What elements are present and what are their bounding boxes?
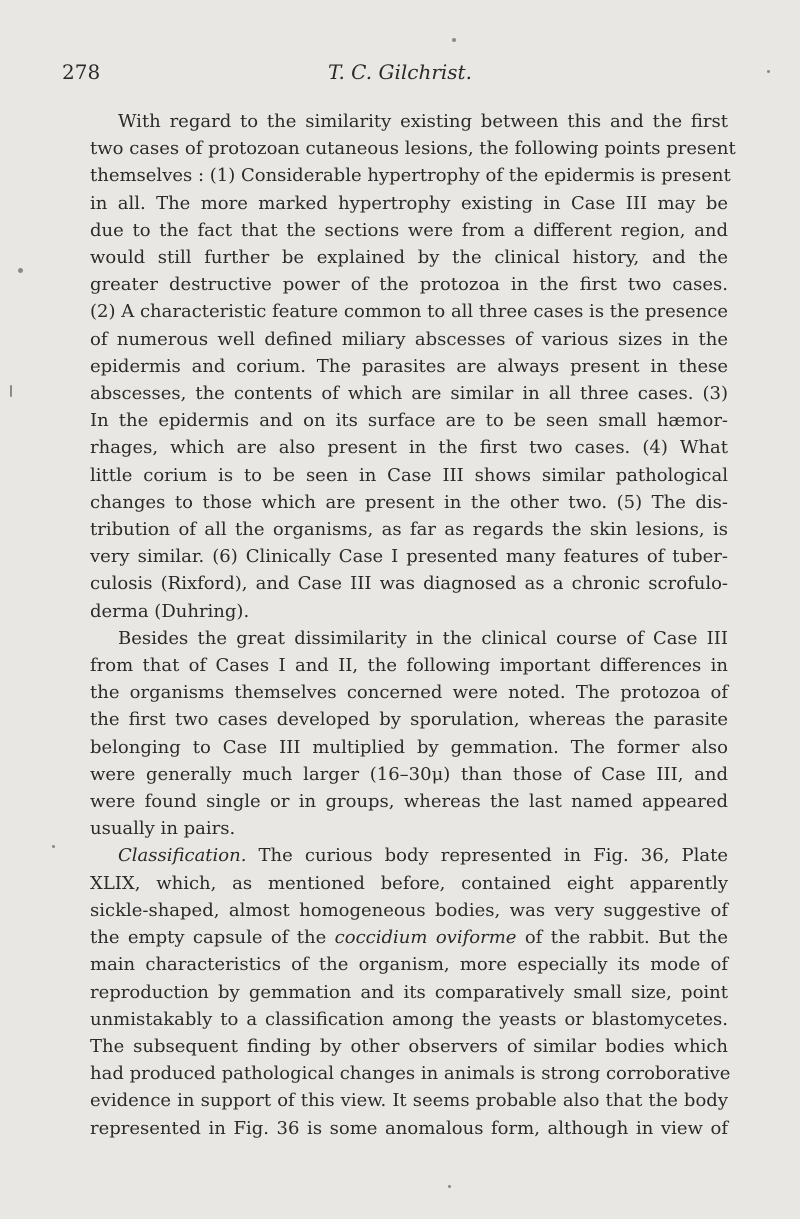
text-line: reproduction by gemmation and its comparatively small size, point [90,981,728,1003]
text-line: Classification. The curious body represented in Fig. 36, Plate [118,845,728,867]
scan-speck [452,38,456,42]
text-line: of numerous well defined miliary abscesses of various sizes in the [90,328,728,350]
text-line: (2) A characteristic feature common to all three cases is the presence [90,301,728,323]
text-line: tribution of all the organisms, as far as regards the skin lesions, is [90,519,728,541]
text-line: abscesses, the contents of which are similar in all three cases. (3) [90,383,728,405]
text-line: two cases of protozoan cutaneous lesions, the following points present [90,138,736,160]
text-line: epidermis and corium. The parasites are always present in these [90,355,728,377]
scan-speck [10,385,12,397]
text-line: due to the fact that the sections were from a different region, and [90,219,728,241]
text-line: rhages, which are also present in the first two cases. (4) What [90,437,728,459]
text-line: evidence in support of this view. It seems probable also that the body [90,1090,728,1112]
text-line: themselves : (1) Considerable hypertrophy of the epidermis is present [90,165,731,187]
text-line: In the epidermis and on its surface are to be seen small hæmor- [90,410,728,432]
text-line: represented in Fig. 36 is some anomalous form, although in view of [90,1117,728,1139]
running-head: T. C. Gilchrist. [328,60,472,84]
text-line: The subsequent finding by other observers of similar bodies which [90,1035,728,1057]
text-line: sickle-shaped, almost homogeneous bodies, was very suggestive of [90,899,728,921]
scan-speck [767,70,770,73]
text-line: XLIX, which, as mentioned before, contained eight apparently [90,872,728,894]
text-line: culosis (Rixford), and Case III was diagnosed as a chronic scrofulo- [90,573,728,595]
text-line: With regard to the similarity existing between this and the first [118,111,728,132]
text-line: changes to those which are present in the other two. (5) The dis- [90,491,728,513]
text-line: had produced pathological changes in animals is strong corroborative [90,1063,731,1085]
text-line: in all. The more marked hypertrophy existing in Case III may be [90,192,728,214]
text-line: very similar. (6) Clinically Case I presented many features of tuber- [90,546,728,568]
text-line: little corium is to be seen in Case III shows similar pathological [90,464,728,486]
text-line: the organisms themselves concerned were noted. The protozoa of [90,682,728,704]
section-heading: Classification. [118,845,247,867]
text-line: would still further be explained by the clinical history, and the [90,247,728,269]
text-line: derma (Duhring). [90,600,250,622]
paragraph-classification [62,842,731,1141]
text-line: Besides the great dissimilarity in the clinical course of Case III [118,627,728,649]
scan-speck [18,268,23,273]
text-line: usually in pairs. [90,818,236,840]
text-line: were generally much larger (16–30μ) than those of Case III, and [90,763,728,785]
text-line: greater destructive power of the protozoa in the first two cases. [90,274,728,296]
body-text [62,108,736,1142]
scan-speck [448,1185,451,1188]
text-line: the first two cases developed by sporulation, whereas the parasite [90,709,728,731]
text-line: unmistakably to a classification among the yeasts or blastomycetes. [90,1008,728,1030]
text-line: main characteristics of the organism, more especially its mode of [90,954,728,976]
text-line: the empty capsule of the coccidium oviforme of the rabbit. But the [90,927,728,949]
text-line: belonging to Case III multiplied by gemmation. The former also [90,736,728,758]
text-line: from that of Cases I and II, the following important differences in [90,655,728,677]
text-line: were found single or in groups, whereas the last named appeared [90,791,728,813]
paragraph-differences [62,625,728,843]
species-name: coccidium oviforme [334,927,517,949]
page-number: 278 [62,60,101,84]
scan-speck [52,845,55,848]
paragraph-similarities [62,108,736,625]
